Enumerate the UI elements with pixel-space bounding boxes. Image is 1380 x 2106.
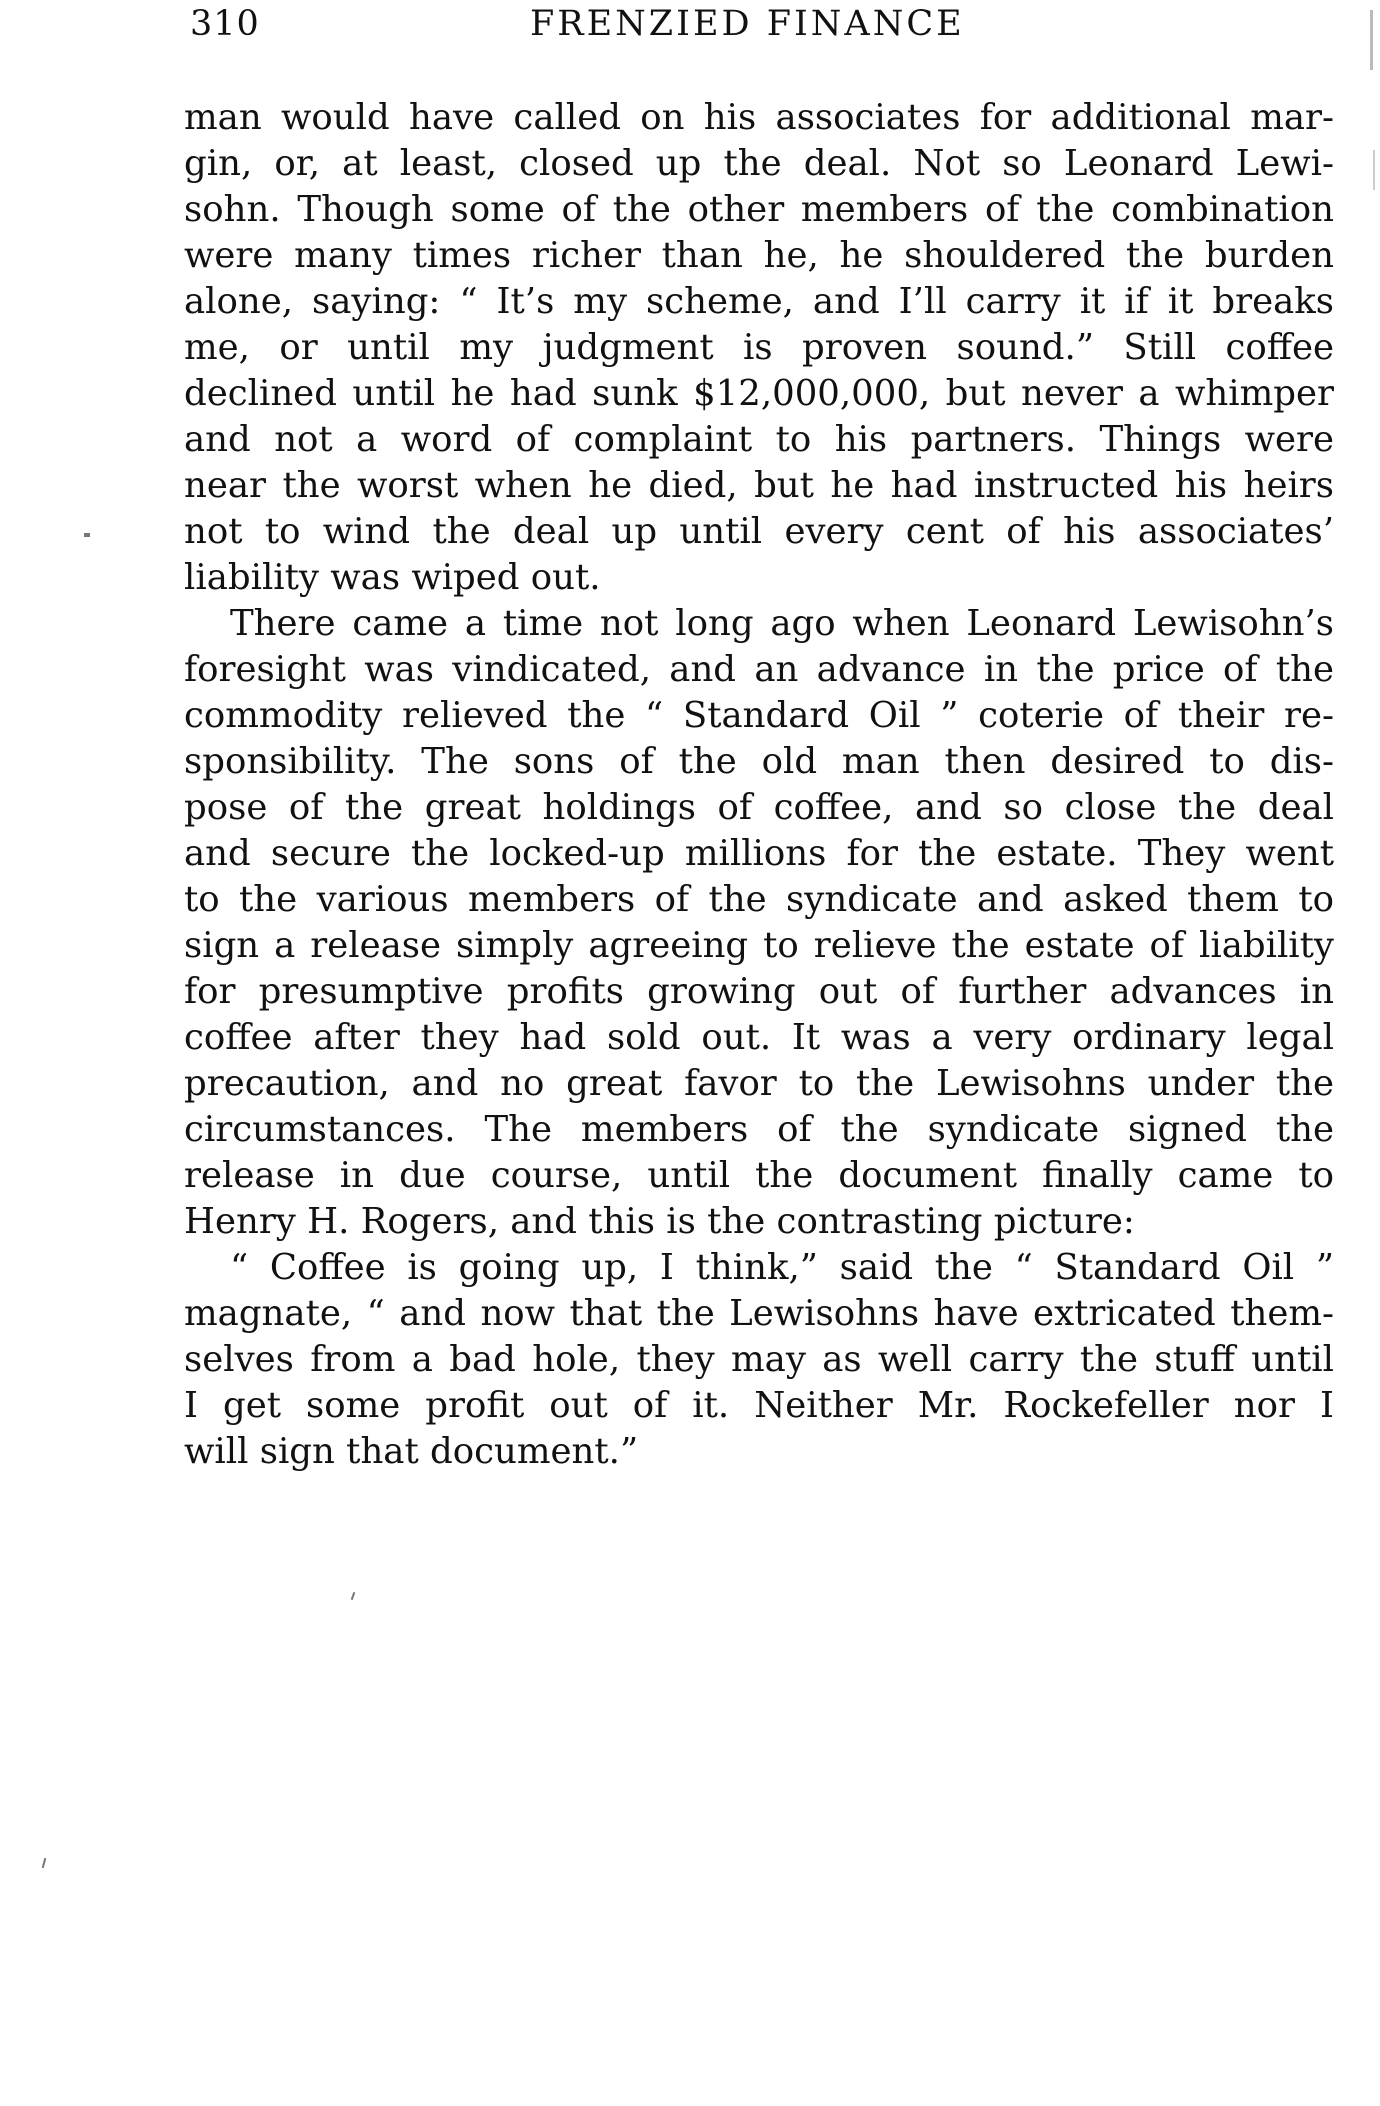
text-line: man would have called on his associates for additional mar- (184, 97, 1334, 138)
paragraph-3 (184, 1245, 1334, 1475)
text-line: will sign that document.” (184, 1431, 639, 1472)
text-line: near the worst when he died, but he had instructed his heirs (184, 465, 1334, 506)
page-number: 310 (190, 4, 260, 44)
text-line: magnate, “ and now that the Lewisohns have extricated them- (184, 1293, 1334, 1334)
text-line: circumstances. The members of the syndicate signed the (184, 1109, 1334, 1150)
scan-speck (1370, 10, 1373, 70)
text-line: There came a time not long ago when Leonard Lewisohn’s (230, 603, 1334, 644)
text-line: sponsibility. The sons of the old man then desired to dis- (184, 741, 1334, 782)
running-title: FRENZIED FINANCE (530, 4, 965, 44)
paragraph-1 (184, 95, 1334, 601)
text-line: selves from a bad hole, they may as well carry the stuff until (184, 1339, 1334, 1380)
text-line: alone, saying: “ It’s my scheme, and I’ll carry it if it breaks (184, 281, 1334, 322)
text-line: I get some profit out of it. Neither Mr. Rockefeller nor I (184, 1385, 1334, 1426)
scan-speck (351, 1592, 356, 1600)
paragraph-2 (184, 601, 1334, 1245)
text-line: “ Coffee is going up, I think,” said the “ Standard Oil ” (230, 1247, 1334, 1288)
text-line: pose of the great holdings of coffee, and so close the deal (184, 787, 1334, 828)
text-line: precaution, and no great favor to the Lewisohns under the (184, 1063, 1334, 1104)
text-line: and not a word of complaint to his partners. Things were (184, 419, 1334, 460)
text-line: release in due course, until the document finally came to (184, 1155, 1334, 1196)
text-line: for presumptive profits growing out of further advances in (184, 971, 1334, 1012)
scan-speck (42, 1858, 47, 1868)
running-head (190, 4, 1330, 54)
text-line: and secure the locked-up millions for the estate. They went (184, 833, 1334, 874)
body-text (184, 95, 1334, 1475)
text-line: foresight was vindicated, and an advance in the price of the (184, 649, 1334, 690)
text-line: declined until he had sunk $12,000,000, but never a whimper (184, 373, 1334, 414)
text-line: not to wind the deal up until every cent of his associates’ (184, 511, 1334, 552)
text-line: Henry H. Rogers, and this is the contrasting picture: (184, 1201, 1135, 1242)
text-line: sign a release simply agreeing to relieve the estate of liability (184, 925, 1334, 966)
text-line: gin, or, at least, closed up the deal. Not so Leonard Lewi- (184, 143, 1334, 184)
text-line: liability was wiped out. (184, 557, 601, 598)
text-line: sohn. Though some of the other members of the combination (184, 189, 1334, 230)
text-line: coffee after they had sold out. It was a very ordinary legal (184, 1017, 1334, 1058)
scan-speck (84, 533, 90, 537)
text-line: were many times richer than he, he shouldered the burden (184, 235, 1334, 276)
text-line: commodity relieved the “ Standard Oil ” coterie of their re- (184, 695, 1334, 736)
text-line: me, or until my judgment is proven sound.” Still coffee (184, 327, 1334, 368)
scan-speck (1373, 150, 1375, 190)
text-line: to the various members of the syndicate and asked them to (184, 879, 1334, 920)
